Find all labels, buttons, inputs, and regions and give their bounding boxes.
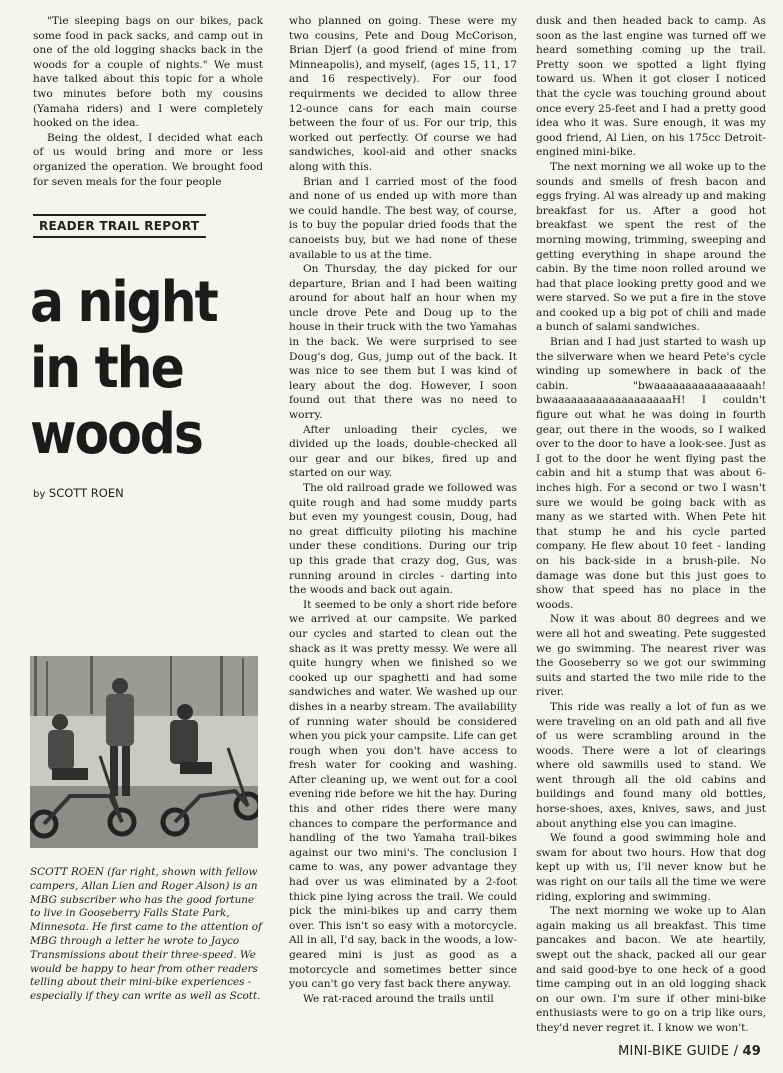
- byline-prefix: by: [33, 489, 46, 500]
- article-paragraph: Brian and I had just started to wash up the silverware when we heard Pete's cycle winding up somewhere in back of the cabin. "bwaaaaaaaaaaaaaaaah! bwaaaaaaaaaaaaaaaaaaaH! I couldn't figure out what he was doing in fourth gear, out there in the woods, so I walked over to the door to have a look-see. Just as I got to the door he went flying past the cabin and hit a stump that was about 6-inches high. For a second or two I wasn't sure we would be going back with as many as we started with. When Pete hit that stump he and his cycle parted company. He flew about 10 feet - landing on his back-side in a brush-pile. No damage was done but this just goes to show that speed has no place in the woods.: [536, 336, 766, 611]
- article-paragraph: We found a good swimming hole and swam for about two hours. How that dog kept up with us, I'll never know but he was right on our tails all the time we were riding, exploring and swimming.: [536, 832, 766, 903]
- article-paragraph: We rat-raced around the trails until: [303, 992, 494, 1005]
- article-headline: [30, 270, 270, 468]
- footer-separator: /: [729, 1044, 743, 1059]
- byline-author: SCOTT ROEN: [48, 486, 124, 500]
- article-paragraph: The next morning we all woke up to the sounds and smells of fresh bacon and eggs frying. Al was already up and making breakfast for us. After a good hot breakfast we spent the rest of the morning mowing, trimming, sweeping and getting everything in shape around the cabin. By the time noon rolled around we had that place looking pretty good and we were starved. So we put a fire in the stove and cooked up a big pot of chili and made a bunch of salami sandwiches.: [536, 160, 766, 334]
- headline-line: in the: [30, 336, 183, 401]
- article-paragraph: Being the oldest, I decided what each of us would bring and more or less organized the operation. We brought food for seven meals for the four people: [33, 131, 263, 188]
- article-paragraph: The next morning we woke up to Alan again making us all breakfast. This time pancakes and bacon. We ate heartily, swept out the shack, packed all our gear and said good-bye to one heck of a good time camping out in an old logging shack on our own. I'm sure if other mini-bike enthusiasts were to go on a trip like ours, they'd never regret it. I know we won't.: [536, 905, 766, 1034]
- article-column-3: [536, 14, 766, 1036]
- article-paragraph: Now it was about 80 degrees and we were all hot and sweating. Pete suggested we go swimming. The nearest river was the Gooseberry so we got our swimming suits and started the two mile ride to the river.: [536, 613, 766, 699]
- article-paragraph: The old railroad grade we followed was quite rough and had some muddy parts but even my youngest cousin, Doug, had no great difficulty piloting his machine under these conditions. During our trip up this grade that crazy dog, Gus, was running around in circles - darting into the woods and back out again.: [289, 482, 517, 597]
- headline-line: woods: [30, 402, 202, 467]
- section-label: READER TRAIL REPORT: [33, 214, 206, 238]
- photo-campers-with-minibikes: [30, 656, 258, 848]
- article-column-2: [289, 14, 517, 1046]
- byline: [33, 486, 124, 500]
- article-column-1: [33, 14, 263, 189]
- article-photo: [30, 656, 258, 848]
- article-paragraph: After unloading their cycles, we divided up the loads, double-checked all our gear and our bikes, fired up and started on our way.: [289, 423, 517, 480]
- article-paragraph: This ride was really a lot of fun as we were traveling on an old path and all five of us were scrambling around in the woods. There were a lot of clearings where old sawmills used to stand. We went through all the old cabins and buildings and found many old bottles, horse-shoes, axes, knives, saws, and just about anything else you can imagine.: [536, 700, 766, 830]
- article-paragraph: "Tie sleeping bags on our bikes, pack some food in pack sacks, and camp out in one of the old logging shacks back in the woods for a couple of nights." We must have talked about this topic for a whole two minutes before both my cousins (Yamaha riders) and I were completely hooked on the idea.: [33, 15, 263, 130]
- article-paragraph: On Thursday, the day picked for our departure, Brian and I had been waiting around for about half an hour when my uncle drove Pete and Doug up to the house in their truck with the two Yamahas in the back. We were surprised to see Doug's dog, Gus, jump out of the back. It was nice to see them but I was kind of leary about the dog. However, I soon found out that there was no need to worry.: [289, 263, 517, 422]
- article-paragraph: dusk and then headed back to camp. As soon as the last engine was turned off we heard something coming up the trail. Pretty soon we spotted a light flying toward us. When it got closer I noticed that the cycle was touching ground about once every 25-feet and I had a pretty good idea who it was. Sure enough, it was my good friend, Al Lien, on his 175cc Detroit-engined mini-bike.: [536, 15, 766, 159]
- article-paragraph: Brian and I carried most of the food and none of us ended up with more than we could handle. The best way, of course, is to buy the popular dried foods that the canoeists buy, but we had none of these available to us at the time.: [289, 175, 517, 261]
- headline-line: a night: [30, 270, 217, 335]
- publication-name: MINI-BIKE GUIDE: [618, 1044, 730, 1059]
- article-paragraph: who planned on going. These were my two cousins, Pete and Doug McCorison, Brian Djerf (a good friend of mine from Minneapolis), and myself, (ages 15, 11, 17 and 16 respectively). For our food requirments we decided to allow three 12-ounce cans for each main course between the four of us. For our trip, this worked out perfectly. Of course we had sandwiches, kool-aid and other snacks along with this.: [289, 15, 517, 173]
- page-number: 49: [742, 1044, 761, 1059]
- page-footer: [618, 1044, 761, 1059]
- article-paragraph: It seemed to be only a short ride before we arrived at our campsite. We parked our cycles and started to clean out the shack as it was pretty messy. We were all quite hungry when we finished so we cooked up our spaghetti and had some sandwiches and water. We washed up our dishes in a nearby stream. The availability of running water should be considered when you pick your campsite. Life can get rough when you don't have access to fresh water for cooking and washing. After cleaning up, we went out for a cool evening ride before we hit the hay. During this and other rides there were many chances to compare the performance and handling of the two Yamaha trail-bikes against our two mini's. The conclusion I came to was, any power advantage they had over us was eliminated by a 2-foot thick pine lying across the trail. We could pick the mini-bikes up and carry them over. This isn't so easy with a motorcycle. All in all, I'd say, back in the woods, a low-geared mini is just as good as a motorcycle and sometimes better since you can't go very fast back there anyway.: [289, 598, 517, 991]
- photo-caption: SCOTT ROEN (far right, shown with fellow campers, Allan Lien and Roger Alson) is an MBG subscriber who has the good fortune to live in Gooseberry Falls State Park, Minnesota. He first came to the attention of MBG through a letter he wrote to Jayco Transmissions about their three-speed. We would be happy to hear from other readers telling about their mini-bike experiences - especially if they can write as well as Scott.: [30, 866, 262, 1003]
